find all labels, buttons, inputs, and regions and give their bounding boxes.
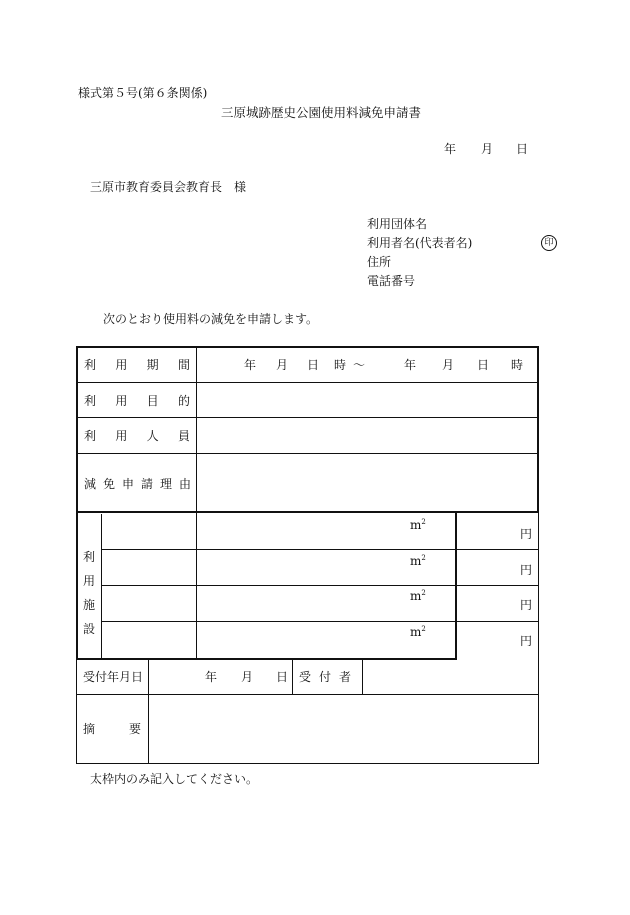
period-label: 利 用 期 間	[84, 358, 190, 372]
receiver-label: 受付者	[299, 670, 360, 684]
period-to-year: 年	[404, 358, 417, 372]
date-day: 日	[516, 142, 529, 156]
date-month: 月	[481, 142, 494, 156]
period-tilde: ～	[353, 358, 366, 372]
date-year: 年	[444, 142, 457, 156]
received-month: 月	[241, 670, 254, 684]
people-label: 利 用 人 員	[84, 429, 190, 443]
org-name-label: 利用団体名	[367, 217, 428, 231]
address-label: 住所	[367, 255, 392, 269]
period-to-hour: 時	[511, 358, 524, 372]
purpose-label: 利 用 目 的	[84, 394, 190, 408]
yen-unit-4: 円	[520, 634, 533, 648]
facility-label: 利用施設	[83, 550, 96, 636]
area-unit-3: $m^2$	[410, 589, 426, 603]
period-to-day: 日	[477, 358, 490, 372]
footer-note: 太枠内のみ記入してください。	[90, 772, 259, 786]
seal-mark: 印	[541, 235, 557, 251]
area-unit-2: $m^2$	[410, 554, 426, 568]
user-name-label: 利用者名(代表者名)	[367, 236, 473, 250]
period-from-hour: 時	[334, 358, 347, 372]
period-from-day: 日	[307, 358, 320, 372]
received-year: 年	[205, 670, 218, 684]
form-number: 様式第５号(第６条関係)	[78, 86, 208, 100]
received-day: 日	[276, 670, 289, 684]
yen-unit-3: 円	[520, 598, 533, 612]
form-title: 三原城跡歴史公園使用料減免申請書	[221, 105, 422, 120]
yen-unit-1: 円	[520, 527, 533, 541]
period-from-month: 月	[276, 358, 289, 372]
addressee: 三原市教育委員会教育長 様	[90, 180, 247, 194]
area-unit-1: $m^2$	[410, 518, 426, 532]
period-to-month: 月	[442, 358, 455, 372]
yen-unit-2: 円	[520, 563, 533, 577]
phone-label: 電話番号	[367, 274, 416, 288]
period-from-year: 年	[244, 358, 257, 372]
reason-label: 減免申請理由	[84, 477, 199, 491]
summary-label: 摘 要	[83, 722, 141, 736]
area-unit-4: $m^2$	[410, 625, 426, 639]
received-label: 受付年月日	[83, 670, 144, 684]
intro-text: 次のとおり使用料の減免を申請します。	[103, 312, 319, 326]
